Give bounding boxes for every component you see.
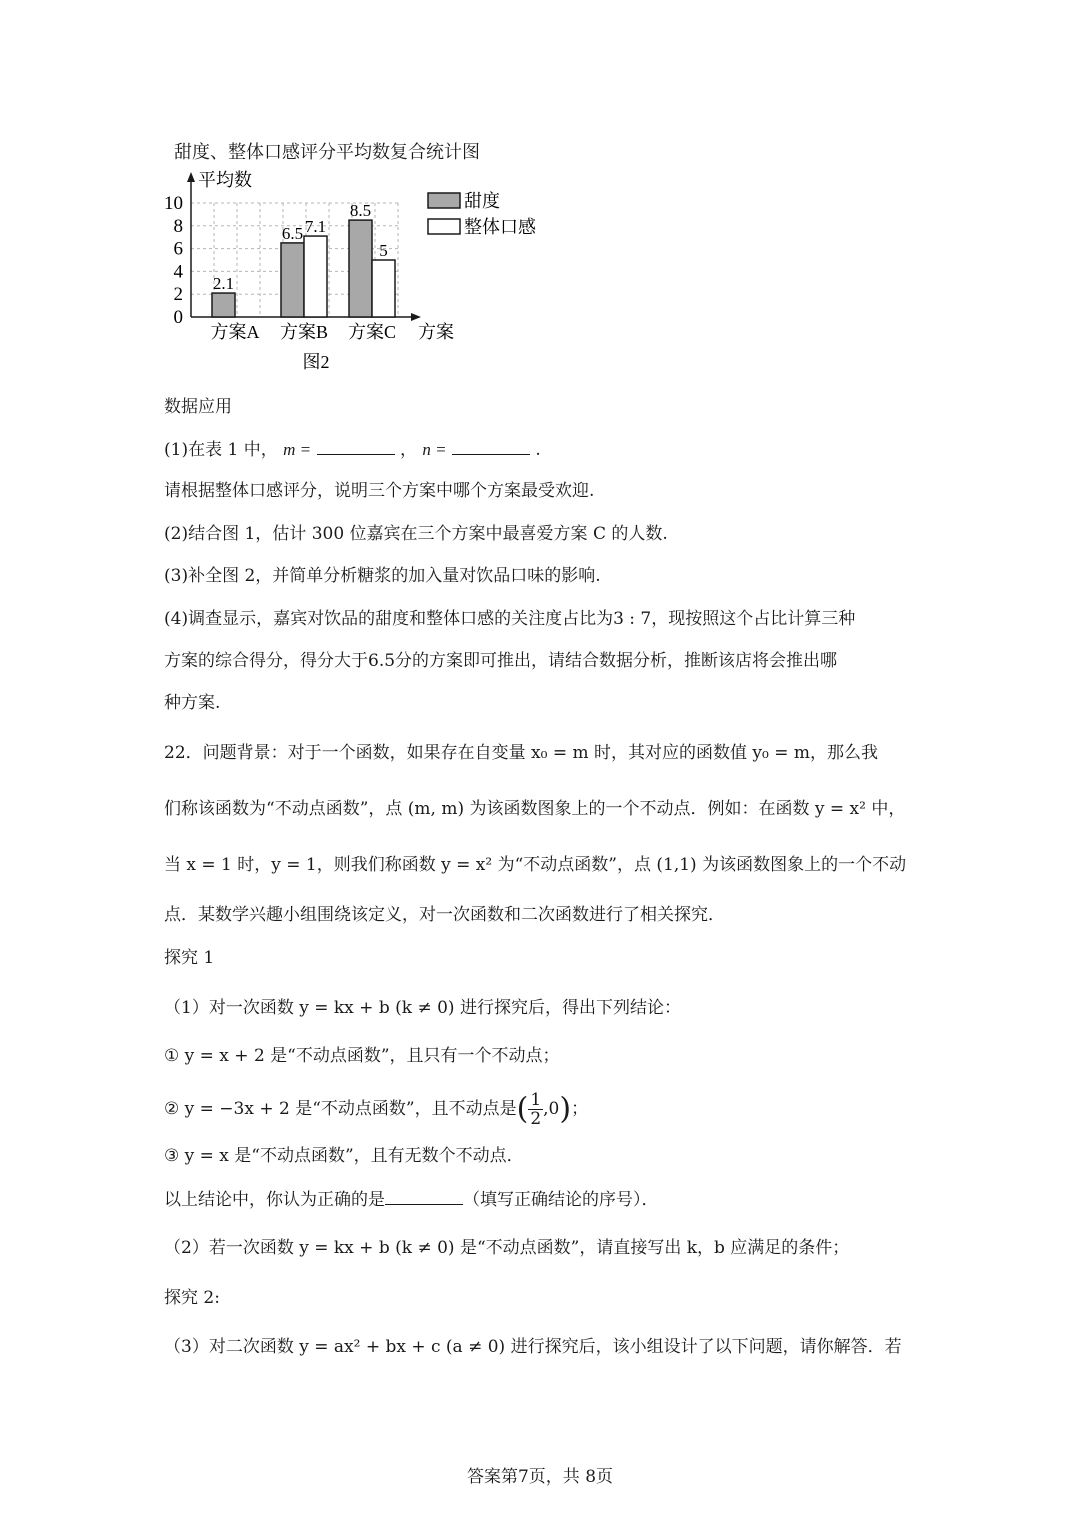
- q1-n-blank[interactable]: [452, 436, 530, 455]
- explore-1-question-2: （2）若一次函数 y = kx + b (k ≠ 0) 是“不动点函数”，请直接写出 k，b 应满足的条件；: [164, 1238, 850, 1258]
- y-axis-arrow-icon: [187, 172, 195, 182]
- x-axis-arrow-icon: [411, 313, 421, 321]
- q1-comma: ，: [399, 440, 417, 460]
- explore-1-fill: [164, 1186, 659, 1213]
- page-footer: 答案第7页，共 8页: [466, 1467, 614, 1487]
- problem-22-line-4: 点．某数学兴趣小组围绕该定义，对一次函数和二次函数进行了相关探究．: [164, 905, 725, 925]
- y-tick-label: 6: [173, 238, 183, 260]
- bar: [212, 293, 235, 317]
- y-tick-label: 2: [173, 284, 183, 306]
- conclusion-2-text: ② y = −3x + 2 是“不动点函数”，且不动点是: [164, 1099, 517, 1119]
- chart-caption: 图2: [302, 352, 330, 372]
- bar: [372, 260, 395, 317]
- explore-1-heading: 探究 1: [164, 948, 215, 968]
- problem-22-line-2: 们称该函数为“不动点函数”，点 (m, m) 为该函数图象上的一个不动点．例如：在函数 y = x² 中，: [164, 799, 906, 819]
- legend-label: 整体口感: [464, 217, 536, 237]
- question-1: [164, 436, 541, 463]
- bar: [304, 236, 327, 317]
- q1-prefix: (1)在表 1 中，: [164, 440, 278, 460]
- fraction-denominator: 2: [530, 1109, 542, 1129]
- y-tick-label: 10: [164, 193, 183, 214]
- point-tail: ,0: [543, 1099, 560, 1119]
- bar-chart: [0, 0, 1080, 400]
- y-tick-label: 4: [173, 261, 183, 283]
- category-label: 方案C: [347, 322, 397, 342]
- problem-22-line-1: 22．问题背景：对于一个函数，如果存在自变量 x₀ = m 时，其对应的函数值 y₀ = m，那么我: [164, 743, 879, 763]
- bar: [349, 220, 372, 317]
- conclusion-1: ① y = x + 2 是“不动点函数”，且只有一个不动点；: [164, 1046, 560, 1066]
- q1-end: .: [535, 440, 541, 460]
- category-label: 方案B: [279, 322, 329, 342]
- fraction-numerator: 1: [530, 1090, 542, 1110]
- right-paren-icon: ): [559, 1091, 572, 1127]
- x-axis-label: 方案: [418, 322, 454, 342]
- left-paren-icon: (: [516, 1091, 529, 1127]
- fraction: [528, 1091, 543, 1128]
- section-title: 数据应用: [164, 397, 232, 417]
- data-label: 6.5: [281, 223, 304, 243]
- data-label: 2.1: [212, 274, 235, 294]
- question-2: (2)结合图 1，估计 300 位嘉宾在三个方案中最喜爱方案 C 的人数.: [164, 524, 668, 544]
- question-4-line-1: (4)调查显示，嘉宾对饮品的甜度和整体口感的关注度占比为3 : 7，现按照这个占比计算三种: [164, 609, 856, 629]
- fill-suffix: （填写正确结论的序号）．: [463, 1190, 659, 1210]
- fill-prefix: 以上结论中，你认为正确的是: [164, 1190, 385, 1210]
- conclusion-2-end: ；: [571, 1099, 589, 1119]
- q1-m-label: m =: [283, 440, 312, 459]
- data-label: 5: [379, 241, 388, 260]
- answer-blank[interactable]: [385, 1186, 463, 1205]
- question-1-follow: 请根据整体口感评分，说明三个方案中哪个方案最受欢迎.: [164, 481, 595, 501]
- q1-m-blank[interactable]: [317, 436, 395, 455]
- y-axis-label: 平均数: [198, 170, 252, 190]
- y-tick-label: 8: [173, 215, 183, 237]
- problem-22-line-3: 当 x = 1 时，y = 1，则我们称函数 y = x² 为“不动点函数”，点 (1,1) 为该函数图象上的一个不动: [164, 855, 907, 875]
- legend-swatch: [428, 193, 460, 208]
- explore-1-question-1: （1）对一次函数 y = kx + b (k ≠ 0) 进行探究后，得出下列结论：: [164, 998, 681, 1018]
- q1-n-label: n =: [422, 440, 447, 459]
- explore-2-question-3: （3）对二次函数 y = ax² + bx + c (a ≠ 0) 进行探究后，该小组设计了以下问题，请你解答．若: [164, 1337, 902, 1357]
- legend-label: 甜度: [464, 191, 500, 211]
- data-label: 7.1: [304, 217, 327, 237]
- conclusion-2: [164, 1086, 588, 1132]
- y-tick-label: 0: [173, 307, 183, 328]
- data-label: 8.5: [349, 201, 372, 221]
- question-4-line-3: 种方案.: [164, 693, 221, 713]
- category-label: 方案A: [210, 322, 260, 342]
- bar: [281, 243, 304, 317]
- conclusion-3: ③ y = x 是“不动点函数”，且有无数个不动点．: [164, 1146, 524, 1166]
- legend-swatch: [428, 219, 460, 234]
- question-4-line-2: 方案的综合得分，得分大于6.5分的方案即可推出，请结合数据分析，推断该店将会推出哪: [164, 651, 838, 671]
- question-3: (3)补全图 2，并简单分析糖浆的加入量对饮品口味的影响.: [164, 566, 601, 586]
- chart-title: 甜度、整体口感评分平均数复合统计图: [174, 142, 480, 163]
- explore-2-heading: 探究 2:: [164, 1288, 220, 1308]
